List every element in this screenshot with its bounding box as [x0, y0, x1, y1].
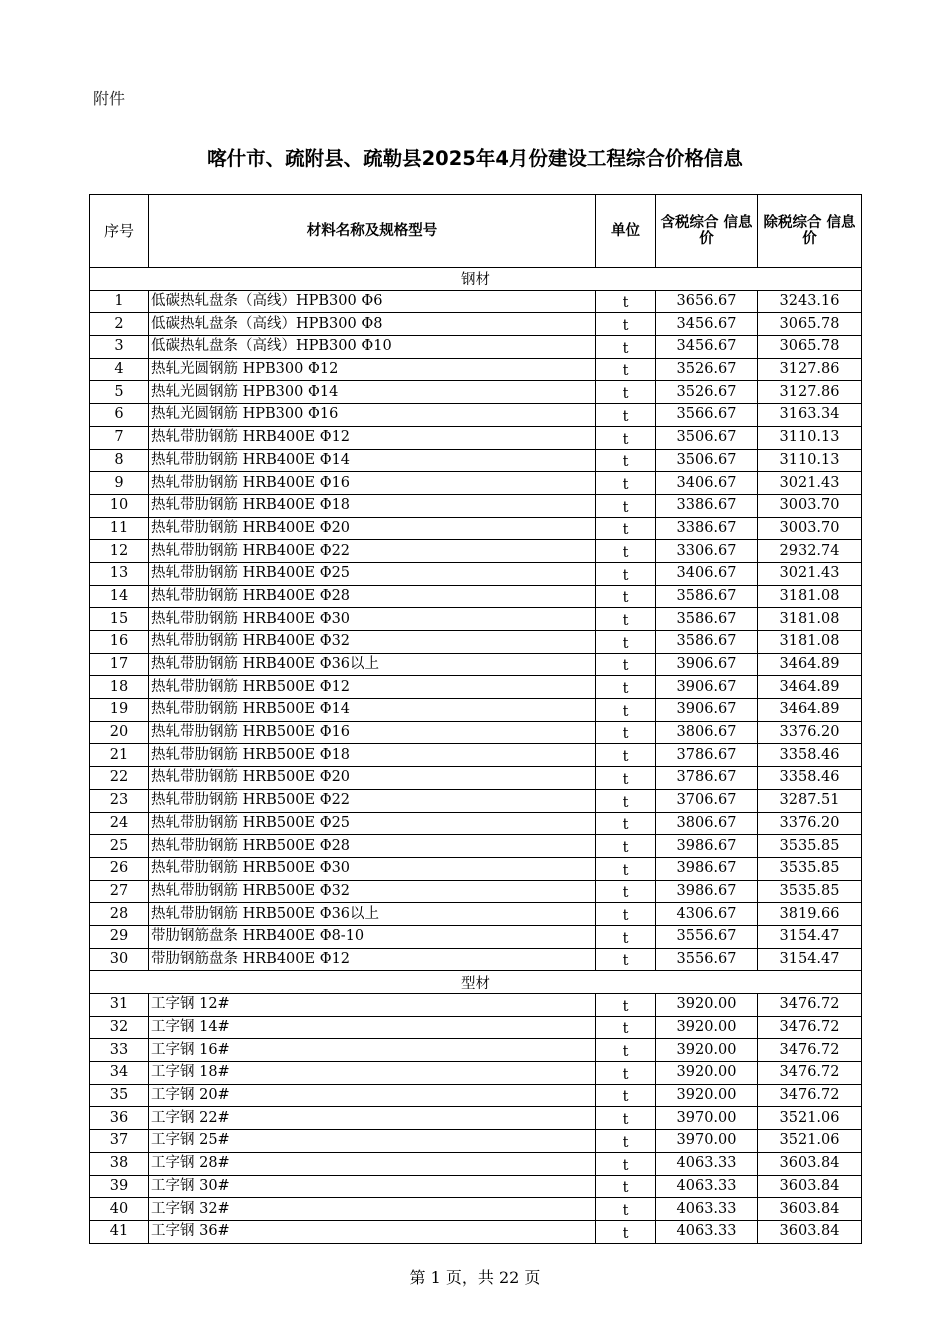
cell-seq: 18	[90, 676, 149, 699]
cell-unit: t	[596, 1016, 656, 1039]
cell-tax-price: 3526.67	[656, 381, 758, 404]
cell-notax-price: 3127.86	[758, 358, 862, 381]
cell-notax-price: 3476.72	[758, 1084, 862, 1107]
cell-seq: 33	[90, 1039, 149, 1062]
cell-material-name: 热轧带肋钢筋 HRB400E Φ28	[149, 585, 596, 608]
cell-unit: t	[596, 903, 656, 926]
cell-notax-price: 3065.78	[758, 313, 862, 336]
cell-seq: 15	[90, 608, 149, 631]
cell-material-name: 工字钢 32#	[149, 1198, 596, 1221]
cell-notax-price: 3535.85	[758, 835, 862, 858]
cell-material-name: 工字钢 25#	[149, 1130, 596, 1153]
cell-material-name: 热轧带肋钢筋 HRB500E Φ30	[149, 857, 596, 880]
header-seq: 序号	[90, 195, 149, 268]
cell-unit: t	[596, 699, 656, 722]
cell-notax-price: 3464.89	[758, 699, 862, 722]
cell-material-name: 热轧带肋钢筋 HRB400E Φ22	[149, 540, 596, 563]
table-row	[90, 517, 862, 540]
table-row	[90, 313, 862, 336]
cell-notax-price: 3476.72	[758, 994, 862, 1017]
cell-material-name: 热轧带肋钢筋 HRB500E Φ36以上	[149, 903, 596, 926]
cell-seq: 2	[90, 313, 149, 336]
table-row	[90, 426, 862, 449]
cell-unit: t	[596, 290, 656, 313]
cell-seq: 4	[90, 358, 149, 381]
cell-unit: t	[596, 880, 656, 903]
cell-material-name: 热轧光圆钢筋 HPB300 Φ12	[149, 358, 596, 381]
cell-seq: 8	[90, 449, 149, 472]
cell-unit: t	[596, 449, 656, 472]
cell-tax-price: 3986.67	[656, 880, 758, 903]
cell-tax-price: 3906.67	[656, 676, 758, 699]
table-row	[90, 1107, 862, 1130]
cell-unit: t	[596, 404, 656, 427]
cell-tax-price: 3970.00	[656, 1107, 758, 1130]
cell-seq: 9	[90, 472, 149, 495]
table-row	[90, 744, 862, 767]
cell-material-name: 热轧带肋钢筋 HRB400E Φ32	[149, 631, 596, 654]
cell-unit: t	[596, 562, 656, 585]
table-row	[90, 494, 862, 517]
cell-seq: 38	[90, 1152, 149, 1175]
cell-tax-price: 3566.67	[656, 404, 758, 427]
cell-notax-price: 3521.06	[758, 1107, 862, 1130]
cell-unit: t	[596, 381, 656, 404]
table-row	[90, 994, 862, 1017]
cell-seq: 20	[90, 721, 149, 744]
cell-seq: 37	[90, 1130, 149, 1153]
cell-seq: 17	[90, 653, 149, 676]
cell-material-name: 低碳热轧盘条（高线）HPB300 Φ10	[149, 336, 596, 359]
cell-seq: 7	[90, 426, 149, 449]
cell-seq: 3	[90, 336, 149, 359]
table-row	[90, 1220, 862, 1243]
cell-tax-price: 3920.00	[656, 1039, 758, 1062]
cell-seq: 22	[90, 767, 149, 790]
table-row	[90, 1152, 862, 1175]
cell-unit: t	[596, 857, 656, 880]
table-row	[90, 1084, 862, 1107]
cell-unit: t	[596, 1175, 656, 1198]
cell-notax-price: 3163.34	[758, 404, 862, 427]
cell-tax-price: 3406.67	[656, 562, 758, 585]
cell-notax-price: 3535.85	[758, 880, 862, 903]
cell-seq: 12	[90, 540, 149, 563]
cell-tax-price: 3506.67	[656, 449, 758, 472]
cell-unit: t	[596, 925, 656, 948]
cell-seq: 1	[90, 290, 149, 313]
cell-material-name: 热轧带肋钢筋 HRB500E Φ25	[149, 812, 596, 835]
cell-seq: 16	[90, 631, 149, 654]
table-row	[90, 1175, 862, 1198]
table-row	[90, 472, 862, 495]
cell-notax-price: 2932.74	[758, 540, 862, 563]
cell-material-name: 热轧带肋钢筋 HRB400E Φ25	[149, 562, 596, 585]
cell-material-name: 低碳热轧盘条（高线）HPB300 Φ6	[149, 290, 596, 313]
cell-unit: t	[596, 994, 656, 1017]
cell-notax-price: 3154.47	[758, 925, 862, 948]
cell-unit: t	[596, 540, 656, 563]
table-row	[90, 653, 862, 676]
cell-tax-price: 3656.67	[656, 290, 758, 313]
cell-seq: 14	[90, 585, 149, 608]
cell-material-name: 低碳热轧盘条（高线）HPB300 Φ8	[149, 313, 596, 336]
cell-material-name: 工字钢 36#	[149, 1220, 596, 1243]
table-row	[90, 1039, 862, 1062]
cell-seq: 29	[90, 925, 149, 948]
table-row	[90, 449, 862, 472]
section-title: 型材	[90, 971, 862, 994]
cell-unit: t	[596, 1130, 656, 1153]
cell-tax-price: 4063.33	[656, 1152, 758, 1175]
table-header-row	[90, 195, 862, 268]
cell-material-name: 热轧带肋钢筋 HRB400E Φ14	[149, 449, 596, 472]
cell-tax-price: 4306.67	[656, 903, 758, 926]
cell-notax-price: 3003.70	[758, 494, 862, 517]
cell-unit: t	[596, 767, 656, 790]
header-notax-price: 除税综合 信息价	[758, 195, 862, 268]
price-table	[89, 194, 862, 1244]
cell-tax-price: 3920.00	[656, 1062, 758, 1085]
cell-tax-price: 3786.67	[656, 744, 758, 767]
cell-material-name: 带肋钢筋盘条 HRB400E Φ12	[149, 948, 596, 971]
cell-unit: t	[596, 1039, 656, 1062]
cell-tax-price: 3586.67	[656, 608, 758, 631]
table-row	[90, 381, 862, 404]
cell-tax-price: 4063.33	[656, 1175, 758, 1198]
cell-tax-price: 3920.00	[656, 1084, 758, 1107]
cell-tax-price: 3456.67	[656, 313, 758, 336]
cell-unit: t	[596, 676, 656, 699]
cell-notax-price: 3521.06	[758, 1130, 862, 1153]
cell-seq: 5	[90, 381, 149, 404]
cell-material-name: 工字钢 12#	[149, 994, 596, 1017]
cell-tax-price: 3556.67	[656, 948, 758, 971]
cell-material-name: 热轧带肋钢筋 HRB500E Φ22	[149, 789, 596, 812]
cell-notax-price: 3464.89	[758, 676, 862, 699]
cell-notax-price: 3603.84	[758, 1152, 862, 1175]
cell-unit: t	[596, 812, 656, 835]
cell-unit: t	[596, 835, 656, 858]
table-row	[90, 812, 862, 835]
cell-tax-price: 3920.00	[656, 1016, 758, 1039]
cell-seq: 41	[90, 1220, 149, 1243]
cell-material-name: 热轧光圆钢筋 HPB300 Φ16	[149, 404, 596, 427]
cell-seq: 39	[90, 1175, 149, 1198]
cell-tax-price: 3706.67	[656, 789, 758, 812]
cell-material-name: 工字钢 30#	[149, 1175, 596, 1198]
cell-seq: 21	[90, 744, 149, 767]
cell-unit: t	[596, 358, 656, 381]
cell-notax-price: 3535.85	[758, 857, 862, 880]
cell-unit: t	[596, 494, 656, 517]
header-unit: 单位	[596, 195, 656, 268]
cell-tax-price: 3456.67	[656, 336, 758, 359]
cell-material-name: 工字钢 28#	[149, 1152, 596, 1175]
cell-material-name: 热轧带肋钢筋 HRB500E Φ28	[149, 835, 596, 858]
cell-tax-price: 3586.67	[656, 585, 758, 608]
table-row	[90, 835, 862, 858]
cell-unit: t	[596, 1152, 656, 1175]
cell-unit: t	[596, 585, 656, 608]
cell-material-name: 热轧带肋钢筋 HRB400E Φ16	[149, 472, 596, 495]
cell-notax-price: 3819.66	[758, 903, 862, 926]
cell-notax-price: 3181.08	[758, 585, 862, 608]
cell-material-name: 热轧带肋钢筋 HRB500E Φ32	[149, 880, 596, 903]
cell-notax-price: 3603.84	[758, 1220, 862, 1243]
cell-unit: t	[596, 313, 656, 336]
cell-tax-price: 3986.67	[656, 857, 758, 880]
table-row	[90, 631, 862, 654]
attachment-label: 附件	[93, 89, 126, 108]
header-name: 材料名称及规格型号	[149, 195, 596, 268]
cell-unit: t	[596, 517, 656, 540]
cell-tax-price: 3806.67	[656, 721, 758, 744]
cell-notax-price: 3376.20	[758, 721, 862, 744]
cell-material-name: 热轧带肋钢筋 HRB400E Φ20	[149, 517, 596, 540]
section-row	[90, 268, 862, 291]
table-row	[90, 608, 862, 631]
cell-tax-price: 3386.67	[656, 517, 758, 540]
section-row	[90, 971, 862, 994]
table-row	[90, 925, 862, 948]
cell-notax-price: 3021.43	[758, 472, 862, 495]
cell-material-name: 热轧带肋钢筋 HRB400E Φ30	[149, 608, 596, 631]
cell-unit: t	[596, 721, 656, 744]
cell-notax-price: 3476.72	[758, 1062, 862, 1085]
cell-material-name: 工字钢 16#	[149, 1039, 596, 1062]
table-row	[90, 789, 862, 812]
cell-notax-price: 3181.08	[758, 608, 862, 631]
table-row	[90, 290, 862, 313]
cell-material-name: 工字钢 20#	[149, 1084, 596, 1107]
cell-unit: t	[596, 1220, 656, 1243]
cell-material-name: 热轧带肋钢筋 HRB500E Φ20	[149, 767, 596, 790]
cell-seq: 25	[90, 835, 149, 858]
document-title: 喀什市、疏附县、疏勒县2025年4月份建设工程综合价格信息	[207, 147, 743, 170]
cell-tax-price: 3970.00	[656, 1130, 758, 1153]
cell-tax-price: 3506.67	[656, 426, 758, 449]
cell-notax-price: 3464.89	[758, 653, 862, 676]
cell-unit: t	[596, 789, 656, 812]
cell-material-name: 工字钢 18#	[149, 1062, 596, 1085]
cell-material-name: 热轧带肋钢筋 HRB500E Φ16	[149, 721, 596, 744]
cell-notax-price: 3154.47	[758, 948, 862, 971]
cell-material-name: 热轧带肋钢筋 HRB400E Φ18	[149, 494, 596, 517]
cell-material-name: 热轧带肋钢筋 HRB500E Φ18	[149, 744, 596, 767]
table-row	[90, 358, 862, 381]
cell-seq: 27	[90, 880, 149, 903]
table-row	[90, 903, 862, 926]
cell-notax-price: 3021.43	[758, 562, 862, 585]
cell-tax-price: 3526.67	[656, 358, 758, 381]
table-row	[90, 699, 862, 722]
cell-material-name: 热轧带肋钢筋 HRB500E Φ12	[149, 676, 596, 699]
cell-notax-price: 3358.46	[758, 767, 862, 790]
cell-seq: 6	[90, 404, 149, 427]
table-row	[90, 857, 862, 880]
cell-tax-price: 3920.00	[656, 994, 758, 1017]
cell-tax-price: 3986.67	[656, 835, 758, 858]
table-row	[90, 676, 862, 699]
section-title: 钢材	[90, 268, 862, 291]
cell-tax-price: 3906.67	[656, 699, 758, 722]
table-row	[90, 1198, 862, 1221]
cell-notax-price: 3110.13	[758, 449, 862, 472]
cell-notax-price: 3003.70	[758, 517, 862, 540]
cell-tax-price: 3786.67	[656, 767, 758, 790]
table-row	[90, 1130, 862, 1153]
table-row	[90, 336, 862, 359]
table-row	[90, 721, 862, 744]
cell-unit: t	[596, 426, 656, 449]
cell-notax-price: 3127.86	[758, 381, 862, 404]
cell-unit: t	[596, 653, 656, 676]
cell-notax-price: 3287.51	[758, 789, 862, 812]
cell-material-name: 工字钢 14#	[149, 1016, 596, 1039]
table-row	[90, 1062, 862, 1085]
cell-unit: t	[596, 472, 656, 495]
cell-unit: t	[596, 1198, 656, 1221]
cell-notax-price: 3476.72	[758, 1039, 862, 1062]
cell-seq: 40	[90, 1198, 149, 1221]
cell-material-name: 热轧带肋钢筋 HRB400E Φ12	[149, 426, 596, 449]
cell-notax-price: 3603.84	[758, 1198, 862, 1221]
cell-unit: t	[596, 1107, 656, 1130]
cell-notax-price: 3358.46	[758, 744, 862, 767]
table-row	[90, 880, 862, 903]
cell-tax-price: 3556.67	[656, 925, 758, 948]
cell-seq: 32	[90, 1016, 149, 1039]
cell-seq: 23	[90, 789, 149, 812]
cell-tax-price: 3806.67	[656, 812, 758, 835]
cell-unit: t	[596, 1084, 656, 1107]
cell-notax-price: 3181.08	[758, 631, 862, 654]
header-tax-price: 含税综合 信息价	[656, 195, 758, 268]
cell-seq: 11	[90, 517, 149, 540]
cell-notax-price: 3065.78	[758, 336, 862, 359]
page-footer: 第 1 页，共 22 页	[409, 1268, 541, 1287]
cell-tax-price: 3406.67	[656, 472, 758, 495]
cell-seq: 13	[90, 562, 149, 585]
cell-seq: 35	[90, 1084, 149, 1107]
cell-seq: 36	[90, 1107, 149, 1130]
table-row	[90, 1016, 862, 1039]
cell-notax-price: 3376.20	[758, 812, 862, 835]
table-row	[90, 540, 862, 563]
cell-seq: 26	[90, 857, 149, 880]
cell-material-name: 热轧带肋钢筋 HRB400E Φ36以上	[149, 653, 596, 676]
table-row	[90, 585, 862, 608]
table-row	[90, 767, 862, 790]
cell-material-name: 带肋钢筋盘条 HRB400E Φ8-10	[149, 925, 596, 948]
cell-unit: t	[596, 744, 656, 767]
table-row	[90, 404, 862, 427]
cell-unit: t	[596, 948, 656, 971]
cell-seq: 34	[90, 1062, 149, 1085]
table-row	[90, 948, 862, 971]
cell-tax-price: 3906.67	[656, 653, 758, 676]
cell-unit: t	[596, 336, 656, 359]
table-row	[90, 562, 862, 585]
cell-seq: 19	[90, 699, 149, 722]
cell-unit: t	[596, 608, 656, 631]
cell-material-name: 热轧光圆钢筋 HPB300 Φ14	[149, 381, 596, 404]
cell-unit: t	[596, 1062, 656, 1085]
table-body	[90, 268, 862, 1244]
cell-notax-price: 3476.72	[758, 1016, 862, 1039]
cell-seq: 28	[90, 903, 149, 926]
cell-seq: 31	[90, 994, 149, 1017]
cell-tax-price: 3586.67	[656, 631, 758, 654]
cell-notax-price: 3243.16	[758, 290, 862, 313]
cell-notax-price: 3110.13	[758, 426, 862, 449]
cell-seq: 24	[90, 812, 149, 835]
cell-tax-price: 3306.67	[656, 540, 758, 563]
cell-notax-price: 3603.84	[758, 1175, 862, 1198]
cell-tax-price: 4063.33	[656, 1220, 758, 1243]
cell-material-name: 热轧带肋钢筋 HRB500E Φ14	[149, 699, 596, 722]
cell-material-name: 工字钢 22#	[149, 1107, 596, 1130]
cell-tax-price: 4063.33	[656, 1198, 758, 1221]
cell-seq: 30	[90, 948, 149, 971]
cell-unit: t	[596, 631, 656, 654]
cell-tax-price: 3386.67	[656, 494, 758, 517]
cell-seq: 10	[90, 494, 149, 517]
